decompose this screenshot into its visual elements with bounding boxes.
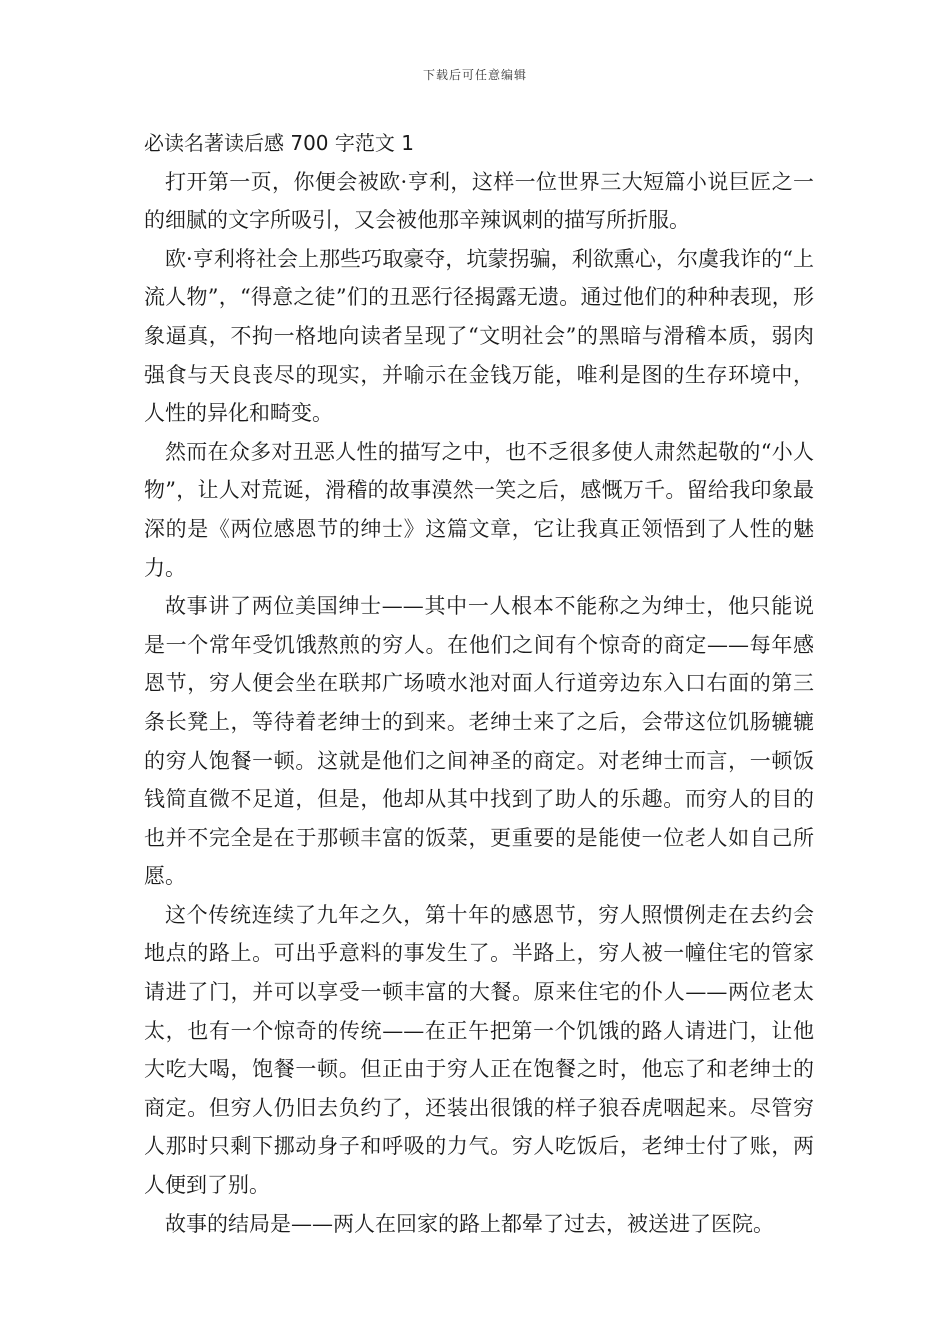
document-body (144, 124, 814, 1243)
paragraph: 故事的结局是——两人在回家的路上都晕了过去，被送进了医院。 (165, 1211, 774, 1236)
paragraph: 打开第一页，你便会被欧·亨利，这样一位世界三大短篇小说巨匠之一的细腻的文字所吸引，又会被他那辛辣讽刺的描写所折服。 (144, 169, 814, 233)
paragraph: 欧·亨利将社会上那些巧取豪夺，坑蒙拐骗，利欲熏心，尔虞我诈的“上流人物”，“得意之徒”们的丑恶行径揭露无遗。通过他们的种种表现，形象逼真，不拘一格地向读者呈现了“文明社会”的黑暗与滑稽本质，弱肉强食与天良丧尽的现实，并喻示在金钱万能，唯利是图的生存环境中，人性的异化和畸变。 (144, 246, 814, 426)
paragraph: 这个传统连续了九年之久，第十年的感恩节，穷人照惯例走在去约会地点的路上。可出乎意料的事发生了。半路上，穷人被一幢住宅的管家请进了门，并可以享受一顿丰富的大餐。原来住宅的仆人——两位老太太，也有一个惊奇的传统——在正午把第一个饥饿的路人请进门，让他大吃大喝，饱餐一顿。但正由于穷人正在饱餐之时，他忘了和老绅士的商定。但穷人仍旧去负约了，还装出很饿的样子狼吞虎咽起来。尽管穷人那时只剩下挪动身子和呼吸的力气。穷人吃饭后，老绅士付了账，两人便到了别。 (144, 902, 814, 1198)
paragraph: 故事讲了两位美国绅士——其中一人根本不能称之为绅士，他只能说是一个常年受饥饿熬煎的穷人。在他们之间有个惊奇的商定——每年感恩节，穷人便会坐在联邦广场喷水池对面人行道旁边东入口右面的第三条长凳上，等待着老绅士的到来。老绅士来了之后，会带这位饥肠辘辘的穷人饱餐一顿。这就是他们之间神圣的商定。对老绅士而言，一顿饭钱简直微不足道，但是，他却从其中找到了助人的乐趣。而穷人的目的也并不完全是在于那顿丰富的饭菜，更重要的是能使一位老人如自己所愿。 (144, 594, 814, 889)
document-title: 必读名著读后感 700 字范文 1 (144, 131, 414, 155)
paragraph: 然而在众多对丑恶人性的描写之中，也不乏很多使人肃然起敬的“小人物”，让人对荒诞，滑稽的故事漠然一笑之后，感慨万千。留给我印象最深的是《两位感恩节的绅士》这篇文章，它让我真正领悟到了人性的魅力。 (144, 439, 814, 580)
page-header: 下载后可任意编辑 (422, 68, 527, 82)
